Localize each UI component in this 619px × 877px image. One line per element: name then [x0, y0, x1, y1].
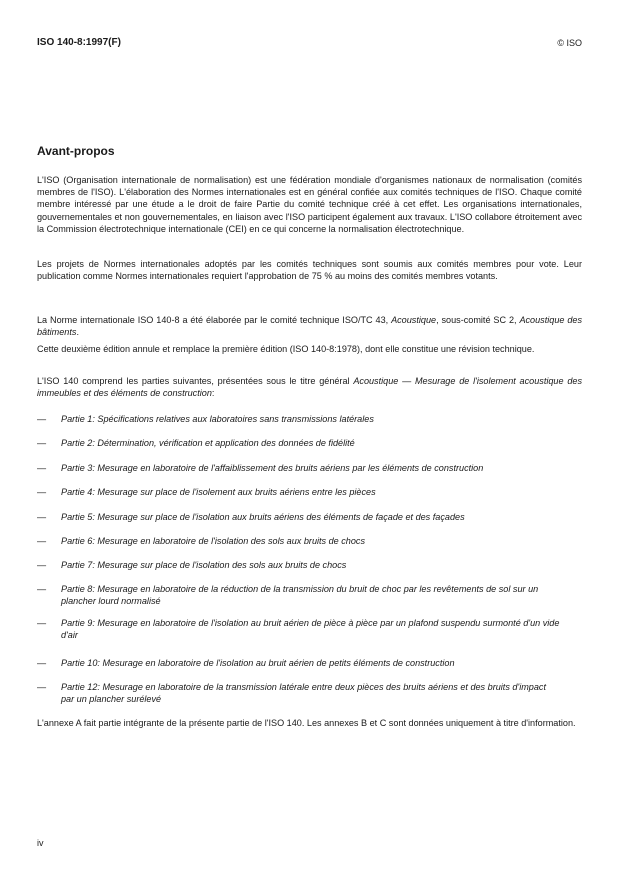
list-item-text: Partie 6: Mesurage en laboratoire de l'isolation des sols aux bruits de chocs	[61, 536, 366, 546]
text-italic: Acoustique	[391, 315, 437, 325]
dash-bullet: —	[37, 536, 47, 546]
list-item-text: Partie 3: Mesurage en laboratoire de l'affaiblissement des bruits aériens par les éléments de construction	[61, 463, 484, 473]
paragraph-iso-intro: L'ISO (Organisation internationale de normalisation) est une fédération mondiale d'organismes nationaux de normalisation (comités membres de l'ISO). L'élaboration des Normes internationales est en général confiée aux comités techniques de l'ISO. Chaque comité membre intéressé par une étude a le droit de faire Partie du comité technique créé à cet effet. Les organisations internationales, gouvernementales et non gouvernementales, en liaison avec l'ISO participent également aux travaux. L'ISO collabore étroitement avec la Commission électrotechnique internationale (CEI) en ce qui concerne la normalisation électrotechnique.	[37, 175, 582, 234]
paragraph-annex: L'annexe A fait partie intégrante de la présente partie de l'ISO 140. Les annexes B et C sont données uniquement à titre d'information.	[37, 718, 576, 728]
text-italic: Acoustique des bâtiments	[37, 315, 582, 338]
dash-bullet: —	[37, 414, 47, 424]
section-title: Avant-propos	[37, 144, 115, 158]
text: , sous-comité SC 2,	[436, 315, 520, 325]
text: .	[76, 327, 79, 338]
document-id: ISO 140-8:1997(F)	[37, 37, 121, 48]
page-number: iv	[37, 838, 44, 848]
list-item-text: Partie 2: Détermination, vérification et application des données de fidélité	[61, 438, 355, 448]
dash-bullet: —	[37, 658, 47, 668]
paragraph-parts-intro	[37, 375, 582, 399]
text-italic: Acoustique — Mesurage de l'isolement acoustique des immeubles et des éléments de construction	[37, 376, 582, 399]
text: :	[211, 388, 215, 399]
list-item-text: Partie 10: Mesurage en laboratoire de l'isolation au bruit aérien de petits éléments de construction	[61, 658, 455, 668]
dash-bullet: —	[37, 584, 47, 594]
paragraph-edition: Cette deuxième édition annule et remplace la première édition (ISO 140-8:1978), dont elle constitue une révision technique.	[37, 344, 535, 354]
list-item-text: Partie 12: Mesurage en laboratoire de la transmission latérale entre deux pièces des bruits aériens et des bruits d'impact par un plancher surélevé	[61, 682, 546, 705]
dash-bullet: —	[37, 682, 47, 692]
dash-bullet: —	[37, 463, 47, 473]
list-item-text: Partie 1: Spécifications relatives aux laboratoires sans transmissions latérales	[61, 414, 374, 424]
copyright: © ISO	[557, 38, 582, 48]
paragraph-committee	[37, 314, 582, 338]
text: La Norme internationale ISO 140-8 a été élaborée par le comité technique ISO/TC 43,	[37, 315, 392, 325]
list-item-text: Partie 4: Mesurage sur place de l'isolement aux bruits aériens entre les pièces	[61, 487, 376, 497]
dash-bullet: —	[37, 512, 47, 522]
dash-bullet: —	[37, 560, 47, 570]
dash-bullet: —	[37, 618, 47, 628]
paragraph-voting: Les projets de Normes internationales adoptés par les comités techniques sont soumis aux comités membres pour vote. Leur publication comme Normes internationales requiert l'approbation de 75 % au moins des comités membres votants.	[37, 259, 582, 282]
list-item-text: Partie 9: Mesurage en laboratoire de l'isolation au bruit aérien de pièce à pièce par un plafond suspendu surmonté d'un vide d'air	[61, 618, 560, 641]
dash-bullet: —	[37, 487, 47, 497]
list-item-text: Partie 7: Mesurage sur place de l'isolation des sols aux bruits de chocs	[61, 560, 347, 570]
dash-bullet: —	[37, 438, 47, 448]
list-item-text: Partie 5: Mesurage sur place de l'isolation aux bruits aériens des éléments de façade et des façades	[61, 512, 465, 522]
text: L'ISO 140 comprend les parties suivantes, présentées sous le titre général	[37, 376, 354, 386]
list-item-text: Partie 8: Mesurage en laboratoire de la réduction de la transmission du bruit de choc par les revêtements de sol sur un plancher lourd normalisé	[61, 584, 539, 607]
